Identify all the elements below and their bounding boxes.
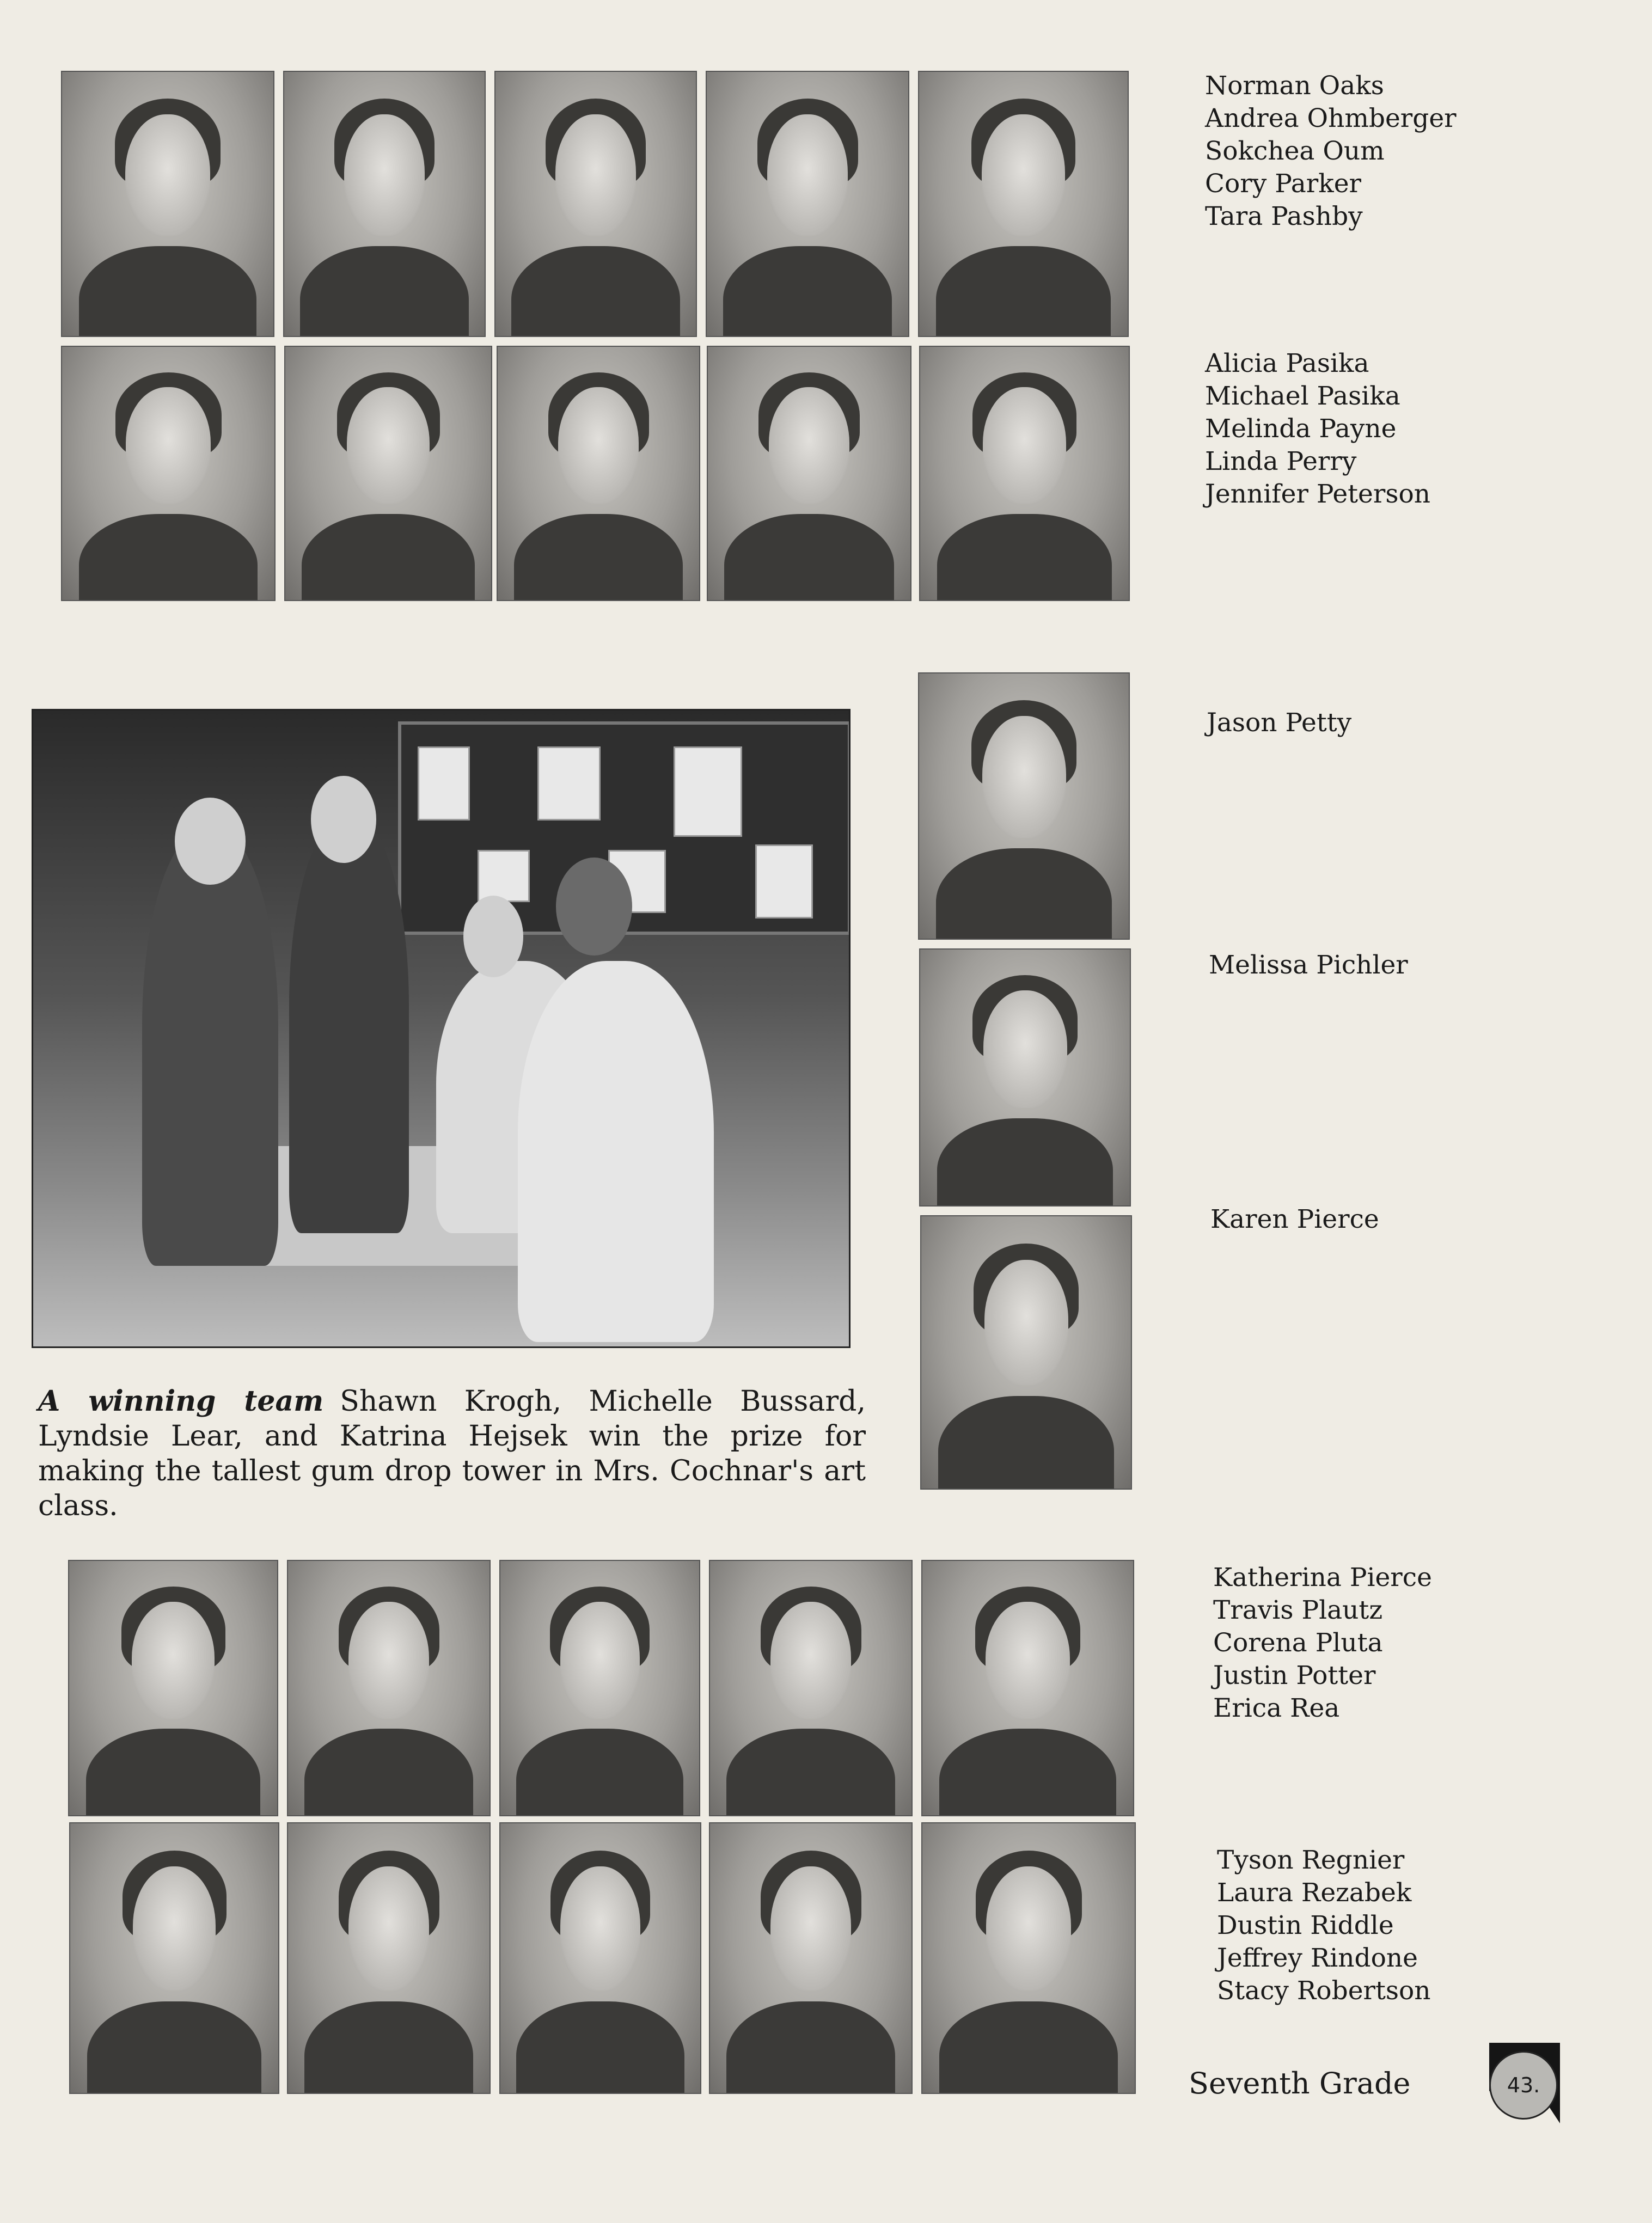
portrait-photo (706, 71, 909, 337)
student-name: Melissa Pichler (1209, 950, 1408, 980)
student-name: Travis Plautz (1213, 1595, 1383, 1625)
student-name: Alicia Pasika (1205, 348, 1369, 378)
name-list-top-row1 (1205, 70, 1457, 233)
student-name: Melinda Payne (1205, 414, 1397, 444)
portrait-photo (283, 71, 486, 337)
student-name: Erica Rea (1213, 1693, 1340, 1723)
student-name: Andrea Ohmberger (1205, 103, 1457, 133)
student-name: Dustin Riddle (1217, 1910, 1394, 1940)
caption-lead: A winning team (38, 1385, 324, 1418)
portrait-photo (920, 1215, 1132, 1490)
page-number: 43. (1489, 2051, 1558, 2120)
photo-caption (38, 1384, 866, 1523)
name-list-bottom-row2 (1217, 1844, 1431, 2007)
portrait-photo (921, 1560, 1134, 1816)
portrait-photo (918, 672, 1130, 940)
student-name: Cory Parker (1205, 169, 1361, 199)
student-name: Katherina Pierce (1213, 1563, 1432, 1593)
portrait-photo (287, 1822, 491, 2094)
student-name: Corena Pluta (1213, 1628, 1383, 1658)
name-list-top-row2 (1205, 347, 1430, 511)
portrait-photo (707, 346, 911, 601)
portrait-photo (919, 948, 1131, 1207)
student-name: Norman Oaks (1205, 71, 1384, 101)
portrait-photo (918, 71, 1129, 337)
student-name: Jason Petty (1207, 708, 1352, 738)
portrait-photo (287, 1560, 491, 1816)
student-name: Jeffrey Rindone (1217, 1943, 1418, 1973)
name-list-bottom-row1 (1213, 1561, 1432, 1725)
student-name: Tyson Regnier (1217, 1845, 1405, 1875)
section-label: Seventh Grade (1189, 2066, 1411, 2100)
group-photo (32, 709, 851, 1348)
caption-text: Shawn Krogh, Michelle Bussard, Lyndsie Lear, and Katrina Hejsek win the prize for making the tallest gum drop tower in Mrs. Cochnar's art class. (38, 1385, 866, 1522)
student-name: Karen Pierce (1210, 1204, 1379, 1234)
portrait-photo (68, 1560, 278, 1816)
portrait-photo (709, 1822, 913, 2094)
student-name: Justin Potter (1213, 1661, 1376, 1691)
student-name: Sokchea Oum (1205, 136, 1385, 166)
student-name: Stacy Robertson (1217, 1976, 1431, 2006)
student-name: Michael Pasika (1205, 381, 1400, 411)
portrait-photo (921, 1822, 1136, 2094)
student-name: Linda Perry (1205, 446, 1357, 476)
portrait-photo (497, 346, 700, 601)
portrait-photo (499, 1822, 701, 2094)
portrait-photo (61, 71, 274, 337)
student-name: Laura Rezabek (1217, 1878, 1412, 1908)
student-name: Jennifer Peterson (1205, 479, 1431, 509)
portrait-photo (499, 1560, 700, 1816)
portrait-photo (61, 346, 276, 601)
student-name: Tara Pashby (1205, 201, 1363, 231)
portrait-photo (494, 71, 697, 337)
portrait-photo (284, 346, 492, 601)
portrait-photo (709, 1560, 913, 1816)
portrait-photo (69, 1822, 279, 2094)
portrait-photo (919, 346, 1130, 601)
